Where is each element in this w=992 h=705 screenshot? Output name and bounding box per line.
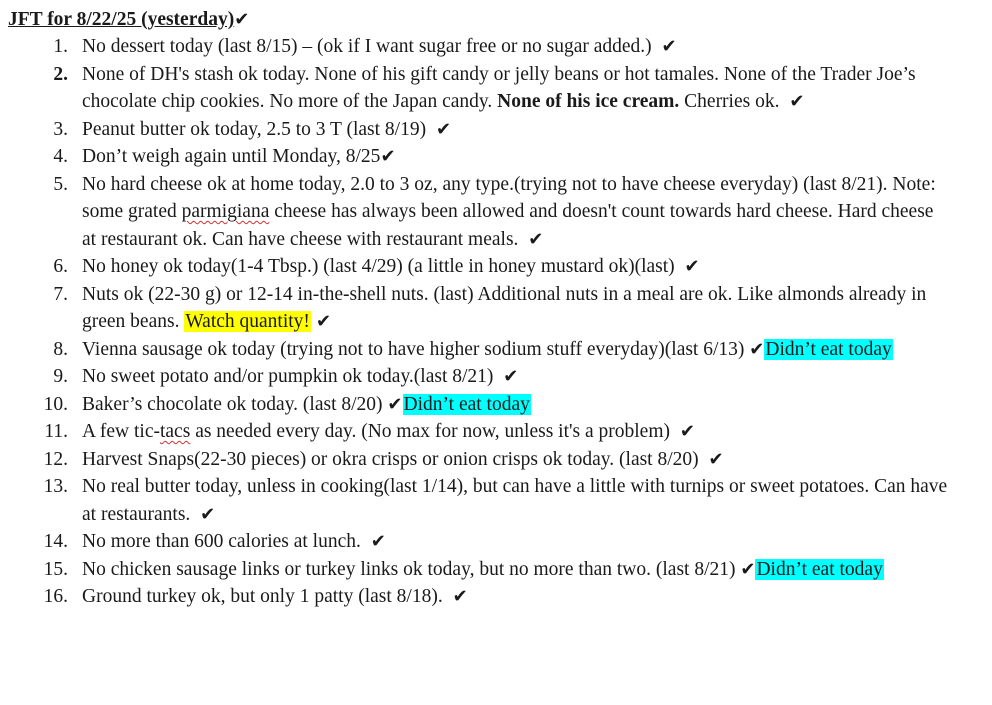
list-item-10 bbox=[8, 391, 952, 419]
item-text: No sweet potato and/or pumpkin ok today.(last 8/21) bbox=[82, 366, 499, 387]
item-text: Nuts ok (22-30 g) or 12-14 in-the-shell nuts. (last) Additional nuts in a meal are ok. Like almonds already in green beans. bbox=[82, 283, 927, 332]
check-icon: ✔ bbox=[370, 531, 386, 552]
item-number: 16. bbox=[43, 586, 68, 607]
item-number: 8. bbox=[53, 338, 68, 360]
item-number: 10. bbox=[43, 393, 68, 415]
check-icon: ✔ bbox=[315, 311, 332, 332]
item-text: No chicken sausage links or turkey links ok today, but no more than two. (last 8/21) bbox=[82, 558, 741, 580]
item-number: 9. bbox=[53, 366, 68, 387]
check-icon: ✔ bbox=[708, 448, 724, 470]
item-text: Vienna sausage ok today (trying not to have higher sodium stuff everyday)(last 6/13) bbox=[82, 338, 750, 360]
list-item-5 bbox=[8, 171, 952, 254]
misspelled-word: tacs bbox=[159, 421, 191, 442]
item-text: Don’t weigh again until Monday, 8/25 bbox=[82, 146, 381, 167]
item-number: 12. bbox=[43, 448, 68, 470]
list-item-12 bbox=[8, 446, 952, 474]
list-item-13 bbox=[8, 473, 952, 528]
check-icon: ✔ bbox=[684, 256, 700, 277]
list-item-15 bbox=[8, 556, 952, 584]
list-item-7 bbox=[8, 281, 952, 336]
list-item-1 bbox=[8, 33, 952, 61]
item-number: 3. bbox=[53, 118, 68, 140]
item-bold-text: None of his ice cream. bbox=[497, 91, 680, 112]
item-text: Ground turkey ok, but only 1 patty (last 8/18). bbox=[82, 586, 448, 607]
item-text: No hard cheese ok at home today, 2.0 to 3 oz, any type.(trying not to have cheese everyday) (last 8/21). Note: some grated bbox=[82, 173, 936, 222]
title-text: JFT for 8/22/25 (yesterday) bbox=[8, 9, 235, 30]
item-number: 15. bbox=[43, 558, 68, 580]
check-icon: ✔ bbox=[200, 503, 216, 525]
check-icon: ✔ bbox=[528, 228, 544, 250]
item-number: 2. bbox=[53, 63, 68, 85]
item-text: None of DH's stash ok today. None of his gift candy or jelly beans or hot tamales. None of the Trader Joe’s chocolate chip cookies. No more of the Japan candy. bbox=[82, 63, 916, 112]
check-icon: ✔ bbox=[679, 421, 695, 442]
item-number: 13. bbox=[43, 476, 68, 497]
item-number: 5. bbox=[53, 173, 68, 195]
check-icon: ✔ bbox=[740, 558, 756, 580]
highlighted-note: Didn’t eat today bbox=[403, 393, 530, 415]
item-text-continued: cheese has always been allowed and doesn't count towards hard cheese. Hard cheese at restaurant ok. Can have cheese with restaurant meals. bbox=[82, 201, 934, 250]
list-item-4 bbox=[8, 143, 952, 171]
check-icon: ✔ bbox=[435, 118, 452, 140]
item-text: A few tic- bbox=[82, 421, 160, 442]
item-text: Peanut butter ok today, 2.5 to 3 T (last 8/19) bbox=[82, 118, 431, 140]
list-item-3 bbox=[8, 116, 952, 144]
check-icon: ✔ bbox=[789, 91, 805, 112]
item-text: No more than 600 calories at lunch. bbox=[82, 531, 366, 552]
item-text: No dessert today (last 8/15) – (ok if I want sugar free or no sugar added.) bbox=[82, 36, 657, 57]
list-item-14 bbox=[8, 528, 952, 556]
highlighted-note: Watch quantity! bbox=[185, 311, 310, 332]
list-item-16 bbox=[8, 583, 952, 611]
check-icon: ✔ bbox=[661, 36, 677, 57]
item-number: 14. bbox=[43, 531, 68, 552]
item-text: Baker’s chocolate ok today. (last 8/20) bbox=[82, 393, 388, 415]
item-text: No honey ok today(1-4 Tbsp.) (last 4/29) (a little in honey mustard ok)(last) bbox=[82, 256, 680, 277]
highlighted-note: Didn’t eat today bbox=[756, 558, 883, 580]
check-icon: ✔ bbox=[380, 146, 396, 167]
item-number: 6. bbox=[53, 256, 68, 277]
list-item-9 bbox=[8, 363, 952, 391]
item-number: 4. bbox=[53, 146, 68, 167]
item-number: 1. bbox=[53, 36, 68, 57]
item-number: 11. bbox=[44, 421, 68, 442]
item-text: No real butter today, unless in cooking(last 1/14), but can have a little with turnips or sweet potatoes. Can have at restaurants. bbox=[82, 476, 948, 525]
highlighted-note: Didn’t eat today bbox=[765, 338, 892, 360]
rules-list bbox=[8, 33, 992, 611]
item-text-continued: as needed every day. (No max for now, unless it's a problem) bbox=[190, 421, 675, 442]
list-item-6 bbox=[8, 253, 952, 281]
check-icon: ✔ bbox=[749, 338, 765, 360]
check-icon: ✔ bbox=[234, 9, 250, 30]
item-text-continued: Cherries ok. bbox=[679, 91, 785, 112]
check-icon: ✔ bbox=[503, 366, 519, 387]
list-item-11 bbox=[8, 418, 952, 446]
misspelled-word: parmigiana bbox=[181, 201, 270, 222]
document-title bbox=[8, 6, 992, 33]
item-text: Harvest Snaps(22-30 pieces) or okra crisps or onion crisps ok today. (last 8/20) bbox=[82, 448, 704, 470]
check-icon: ✔ bbox=[387, 393, 403, 415]
item-number: 7. bbox=[53, 283, 68, 305]
list-item-2 bbox=[8, 61, 952, 116]
check-icon: ✔ bbox=[452, 586, 468, 607]
list-item-8 bbox=[8, 336, 952, 364]
